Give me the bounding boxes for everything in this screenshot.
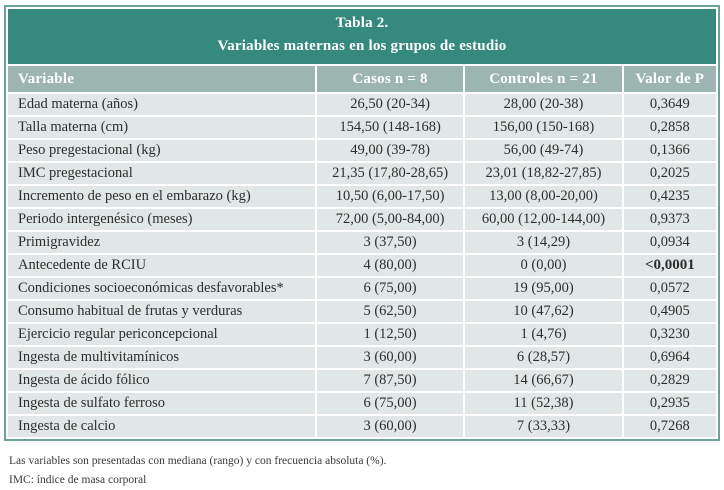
casos-cell: 3 (37,50) [317, 232, 463, 253]
column-header-row [8, 66, 716, 92]
table-row [8, 94, 716, 115]
controles-cell: 19 (95,00) [465, 278, 621, 299]
casos-cell: 7 (87,50) [317, 370, 463, 391]
controles-cell: 3 (14,29) [465, 232, 621, 253]
controles-cell: 60,00 (12,00-144,00) [465, 209, 621, 230]
casos-cell: 5 (62,50) [317, 301, 463, 322]
variable-cell: Ingesta de ácido fólico [8, 370, 315, 391]
controles-cell: 13,00 (8,00-20,00) [465, 186, 621, 207]
table-row [8, 232, 716, 253]
table-row [8, 209, 716, 230]
table-row [8, 370, 716, 391]
variable-cell: Condiciones socioeconómicas desfavorables* [8, 278, 315, 299]
variable-cell: Incremento de peso en el embarazo (kg) [8, 186, 315, 207]
casos-cell: 26,50 (20-34) [317, 94, 463, 115]
table-row [8, 393, 716, 414]
controles-cell: 6 (28,57) [465, 347, 621, 368]
valor-p-cell: 0,0934 [624, 232, 716, 253]
table-row [8, 255, 716, 276]
variable-cell: Antecedente de RCIU [8, 255, 315, 276]
variable-cell: Ingesta de calcio [8, 416, 315, 437]
casos-cell: 3 (60,00) [317, 416, 463, 437]
table-row [8, 278, 716, 299]
casos-cell: 6 (75,00) [317, 393, 463, 414]
variable-cell: Peso pregestacional (kg) [8, 140, 315, 161]
study-variables-table [4, 5, 720, 441]
variable-cell: Edad materna (años) [8, 94, 315, 115]
casos-cell: 10,50 (6,00-17,50) [317, 186, 463, 207]
variable-cell: IMC pregestacional [8, 163, 315, 184]
table-row [8, 163, 716, 184]
valor-p-cell: 0,2025 [624, 163, 716, 184]
table-row [8, 301, 716, 322]
controles-cell: 7 (33,33) [465, 416, 621, 437]
valor-p-cell: 0,2858 [624, 117, 716, 138]
column-header-variable: Variable [8, 66, 315, 92]
table-title-row [8, 9, 716, 64]
footnotes [9, 452, 720, 490]
valor-p-cell: 0,3649 [624, 94, 716, 115]
valor-p-cell: 0,9373 [624, 209, 716, 230]
table-row [8, 186, 716, 207]
controles-cell: 56,00 (49-74) [465, 140, 621, 161]
valor-p-cell: 0,7268 [624, 416, 716, 437]
valor-p-cell: 0,0572 [624, 278, 716, 299]
casos-cell: 4 (80,00) [317, 255, 463, 276]
controles-cell: 28,00 (20-38) [465, 94, 621, 115]
table-title-line1: Tabla 2. [335, 14, 389, 31]
valor-p-cell: 0,4235 [624, 186, 716, 207]
casos-cell: 154,50 (148-168) [317, 117, 463, 138]
valor-p-cell: 0,1366 [624, 140, 716, 161]
table-row [8, 416, 716, 437]
casos-cell: 72,00 (5,00-84,00) [317, 209, 463, 230]
controles-cell: 0 (0,00) [465, 255, 621, 276]
controles-cell: 1 (4,76) [465, 324, 621, 345]
casos-cell: 21,35 (17,80-28,65) [317, 163, 463, 184]
footnote-imc: IMC: índice de masa corporal [9, 473, 147, 486]
variable-cell: Primigravidez [8, 232, 315, 253]
table-title [8, 9, 716, 64]
controles-cell: 156,00 (150-168) [465, 117, 621, 138]
variable-cell: Periodo intergenésico (meses) [8, 209, 315, 230]
variable-cell: Consumo habitual de frutas y verduras [8, 301, 315, 322]
table-title-line2: Variables maternas en los grupos de estudio [217, 38, 507, 54]
column-header-casos: Casos n = 8 [317, 66, 463, 92]
valor-p-cell: <0,0001 [624, 255, 716, 276]
casos-cell: 49,00 (39-78) [317, 140, 463, 161]
column-header-valor-p: Valor de P [624, 66, 716, 92]
variable-cell: Ingesta de multivitamínicos [8, 347, 315, 368]
controles-cell: 11 (52,38) [465, 393, 621, 414]
variable-cell: Talla materna (cm) [8, 117, 315, 138]
table-row [8, 324, 716, 345]
valor-p-cell: 0,4905 [624, 301, 716, 322]
table-row [8, 347, 716, 368]
casos-cell: 3 (60,00) [317, 347, 463, 368]
valor-p-cell: 0,2935 [624, 393, 716, 414]
valor-p-cell: 0,6964 [624, 347, 716, 368]
controles-cell: 10 (47,62) [465, 301, 621, 322]
table-row [8, 140, 716, 161]
footnote-variables: Las variables son presentadas con mediana (rango) y con frecuencia absoluta (%). [9, 455, 387, 467]
variable-cell: Ejercicio regular periconcepcional [8, 324, 315, 345]
table-row [8, 117, 716, 138]
controles-cell: 14 (66,67) [465, 370, 621, 391]
variable-cell: Ingesta de sulfato ferroso [8, 393, 315, 414]
valor-p-cell: 0,3230 [624, 324, 716, 345]
column-header-controles: Controles n = 21 [465, 66, 621, 92]
casos-cell: 6 (75,00) [317, 278, 463, 299]
controles-cell: 23,01 (18,82-27,85) [465, 163, 621, 184]
valor-p-cell: 0,2829 [624, 370, 716, 391]
casos-cell: 1 (12,50) [317, 324, 463, 345]
